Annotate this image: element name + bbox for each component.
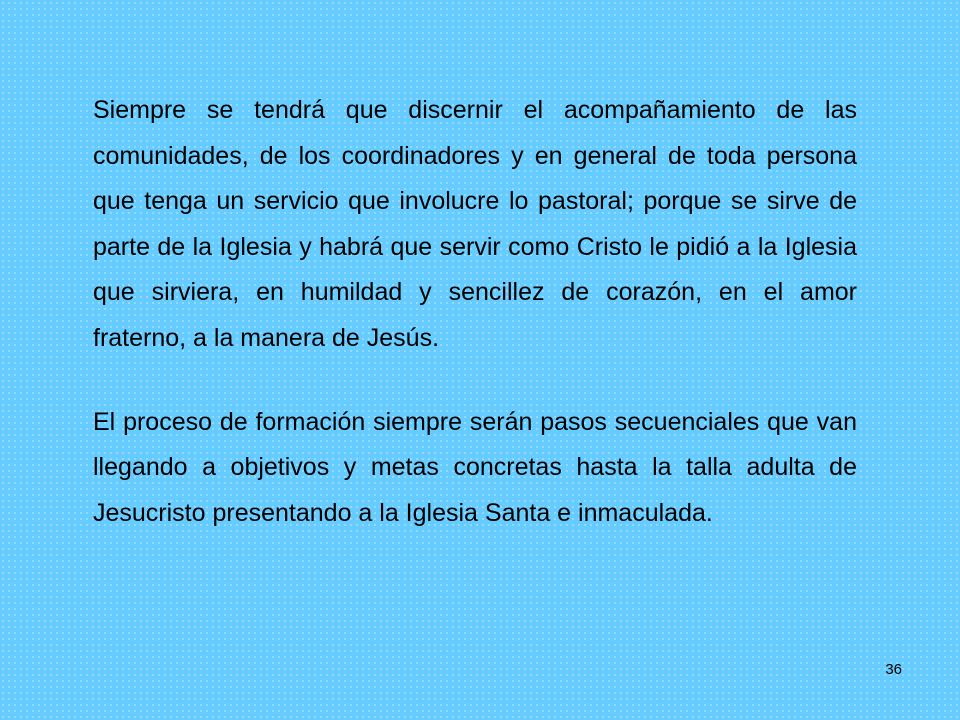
slide-body [93, 88, 857, 536]
paragraph-acompanamiento: Siempre se tendrá que discernir el acompañamiento de las comunidades, de los coordinadores y en general de toda persona que tenga un servicio que involucre lo pastoral; porque se sirve de parte de la Iglesia y habrá que servir como Cristo le pidió a la Iglesia que sirviera, en humildad y sencillez de corazón, en el amor fraterno, a la manera de Jesús. [93, 96, 857, 352]
page-number: 36 [885, 661, 902, 678]
paragraph-proceso-formacion: El proceso de formación siempre serán pasos secuenciales que van llegando a objetivos y metas concretas hasta la talla adulta de Jesucristo presentando a la Iglesia Santa e inmaculada. [93, 407, 857, 527]
